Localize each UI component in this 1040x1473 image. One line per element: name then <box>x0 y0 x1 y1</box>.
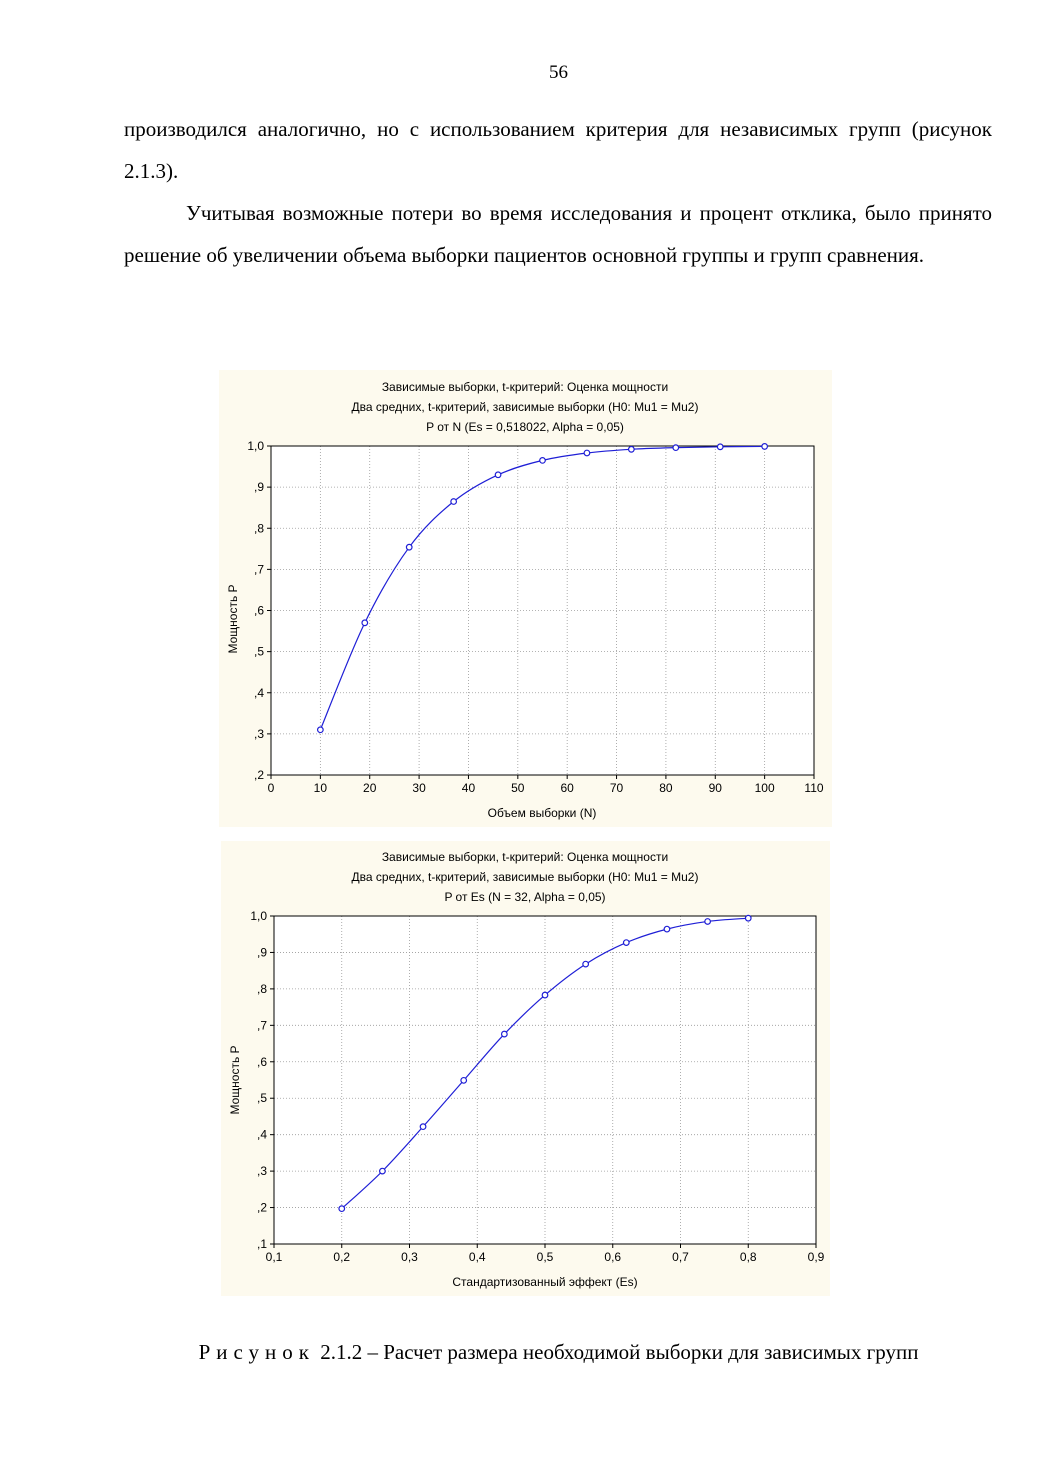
data-point <box>461 1078 467 1084</box>
data-point <box>451 499 457 505</box>
data-point <box>495 472 501 478</box>
x-tick-label: 0,9 <box>807 1250 825 1264</box>
chart-subtitle: Два средних, t-критерий, зависимые выборки (H0: Mu1 = Mu2) <box>351 870 699 884</box>
x-axis-label: Объем выборки (N) <box>487 806 597 820</box>
y-tick-label: ,2 <box>253 768 264 782</box>
caption-text: 2.1.2 – Расчет размера необходимой выборки для зависимых групп <box>314 1340 919 1364</box>
data-point <box>420 1124 426 1130</box>
x-tick-label: 80 <box>659 781 673 795</box>
paragraph-1: производился аналогично, но с использованием критерия для независимых групп (рисунок 2.1.3). <box>124 117 992 183</box>
chart-title: Зависимые выборки, t-критерий: Оценка мощности <box>381 850 669 864</box>
x-axis-label: Стандартизованный эффект (Es) <box>452 1275 638 1289</box>
y-tick-label: ,4 <box>256 1127 267 1142</box>
y-tick-label: ,8 <box>253 521 264 536</box>
y-tick-label: ,9 <box>253 480 264 495</box>
x-tick-label: 0,1 <box>265 1250 283 1264</box>
x-tick-label: 110 <box>804 781 824 795</box>
x-tick-label: 0,6 <box>604 1250 622 1264</box>
y-axis-label: Мощность P <box>228 1045 242 1115</box>
data-point <box>583 961 589 967</box>
data-point <box>673 445 679 451</box>
data-point <box>629 446 635 452</box>
y-tick-label: 1,0 <box>247 439 264 453</box>
y-tick-label: ,5 <box>256 1091 267 1106</box>
data-point <box>624 940 630 946</box>
power-vs-effect-size-chart <box>221 841 830 1296</box>
paragraph-2: Учитывая возможные потери во время исследования и процент отклика, было принято решение об увеличении объема выборки пациентов основной группы и групп сравнения. <box>124 201 992 267</box>
y-axis-label: Мощность P <box>226 584 240 654</box>
data-point <box>705 919 711 925</box>
y-tick-label: 1,0 <box>250 909 267 923</box>
y-tick-label: ,8 <box>256 981 267 996</box>
y-tick-label: ,7 <box>256 1018 267 1033</box>
x-tick-label: 0,2 <box>333 1250 351 1264</box>
data-point <box>717 444 723 450</box>
x-tick-label: 100 <box>754 781 775 795</box>
data-point <box>318 727 324 733</box>
chart-title: Зависимые выборки, t-критерий: Оценка мощности <box>381 380 669 394</box>
x-tick-label: 0,8 <box>739 1250 757 1264</box>
y-tick-label: ,6 <box>256 1054 267 1069</box>
x-tick-label: 0,3 <box>401 1250 418 1264</box>
x-tick-label: 30 <box>412 781 426 795</box>
x-tick-label: 50 <box>511 781 525 795</box>
data-point <box>745 915 751 921</box>
data-point <box>762 444 768 450</box>
power-vs-effect-size-svg <box>221 841 830 1296</box>
page-number: 56 <box>549 62 568 83</box>
x-tick-label: 0,4 <box>468 1250 486 1264</box>
x-tick-label: 20 <box>363 781 377 795</box>
y-tick-label: ,1 <box>256 1237 267 1251</box>
x-tick-label: 0,7 <box>672 1250 689 1264</box>
power-vs-sample-size-chart <box>219 370 832 827</box>
x-tick-label: 40 <box>461 781 476 795</box>
y-tick-label: ,3 <box>256 1164 267 1179</box>
chart-subtitle-2: P от N (Es = 0,518022, Alpha = 0,05) <box>426 420 624 434</box>
x-tick-label: 10 <box>313 781 328 795</box>
data-point <box>362 620 368 626</box>
x-tick-label: 70 <box>609 781 624 795</box>
figure-caption <box>0 1340 1040 1365</box>
data-point <box>502 1031 508 1037</box>
y-tick-label: ,7 <box>253 562 264 577</box>
power-vs-sample-size-svg <box>219 370 832 827</box>
y-tick-label: ,3 <box>253 726 264 741</box>
x-tick-label: 90 <box>708 781 722 795</box>
caption-prefix: Рисунок <box>198 1340 315 1364</box>
y-tick-label: ,6 <box>253 603 264 618</box>
y-tick-label: ,4 <box>253 685 264 700</box>
data-point <box>339 1206 345 1212</box>
y-tick-label: ,5 <box>253 644 264 659</box>
x-tick-label: 60 <box>560 781 574 795</box>
data-point <box>380 1168 386 1174</box>
y-tick-label: ,9 <box>256 945 267 960</box>
chart-subtitle: Два средних, t-критерий, зависимые выборки (H0: Mu1 = Mu2) <box>351 400 699 414</box>
data-point <box>664 926 670 932</box>
y-tick-label: ,2 <box>256 1200 267 1215</box>
chart-subtitle-2: P от Es (N = 32, Alpha = 0,05) <box>444 890 606 904</box>
data-point <box>406 544 412 550</box>
data-point <box>542 992 548 998</box>
x-tick-label: 0 <box>267 781 275 795</box>
data-point <box>540 458 546 464</box>
x-tick-label: 0,5 <box>536 1250 554 1264</box>
plot-area <box>274 916 816 1244</box>
data-point <box>584 450 590 456</box>
